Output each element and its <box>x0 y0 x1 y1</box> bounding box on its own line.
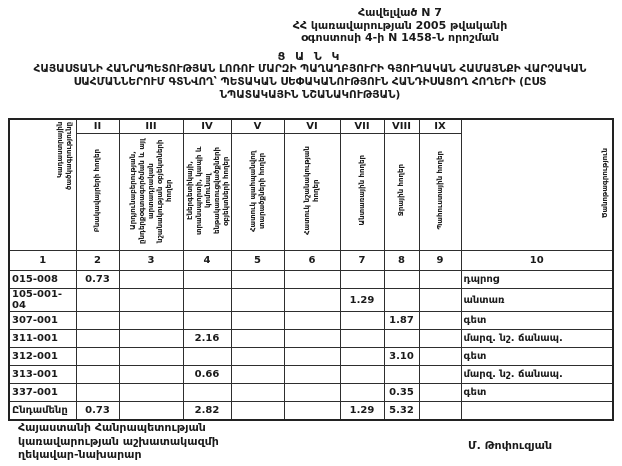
value-cell <box>384 289 419 312</box>
table-row <box>9 289 613 312</box>
column-label: Հատուկ նշանակության հողեր <box>303 146 320 235</box>
appendix-line: Հավելված N 7 <box>358 6 442 19</box>
value-cell <box>183 289 231 312</box>
total-label-cell: Ընդամենը <box>9 402 76 421</box>
value-cell: 1.29 <box>340 289 384 312</box>
numeral-cell: II <box>76 119 119 134</box>
column-label: Արդյունաբերության, ընդերքօգտագործման և այլ արտադրական նշանակության օբյեկտների հողեր <box>128 137 173 244</box>
total-row <box>9 402 613 421</box>
column-label: Հատուկ պահպանվող տարածքների հողեր <box>248 149 266 232</box>
value-cell: 0.73 <box>76 402 119 421</box>
code-cell: 311-001 <box>9 330 76 348</box>
code-cell: 015-008 <box>9 271 76 289</box>
signatory-title-line: ղեկավար-նախարար <box>18 448 142 461</box>
value-cell <box>419 366 461 384</box>
rotated-header-cell <box>76 134 119 251</box>
value-cell <box>231 366 284 384</box>
value-cell <box>284 402 340 421</box>
document-title-line: ՀԱՅԱՍՏԱՆԻ ՀԱՆՐԱՊԵՏՈՒԹՅԱՆ ԼՈՌՈՒ ՄԱՐԶԻ ՊԱՂԱՂԲՅՈՒՐԻ ԳՅՈՒՂԱԿԱՆ ՀԱՄԱՅՆՔԻ ՎԱՐՉԱԿԱՆ <box>33 63 587 75</box>
appendix-reference-block <box>185 7 615 45</box>
document-title-line: ՆՊԱՏԱԿԱՅԻՆ ՆՇԱՆԱԿՈՒԹՅԱՆ) <box>219 89 401 101</box>
value-cell <box>419 271 461 289</box>
value-cell <box>284 330 340 348</box>
code-cell: 313-001 <box>9 366 76 384</box>
value-cell <box>419 330 461 348</box>
value-cell <box>231 348 284 366</box>
rotated-header-cell <box>419 134 461 251</box>
roman-numeral-row <box>9 119 613 134</box>
value-cell <box>419 289 461 312</box>
table-row <box>9 366 613 384</box>
column-label: Ջրային հողեր <box>397 164 405 217</box>
rotated-header-cell <box>284 134 340 251</box>
value-cell <box>284 366 340 384</box>
note-column-label: Ծանոթագրություն <box>601 148 609 219</box>
value-cell <box>340 384 384 402</box>
code-cell: 307-001 <box>9 312 76 330</box>
numbering-cell: 5 <box>231 251 284 271</box>
value-cell: 0.35 <box>384 384 419 402</box>
value-cell <box>419 312 461 330</box>
code-cell: 105-001-04 <box>9 289 76 312</box>
column-label: Էներգետիկայի, տրանսպորտի, կապի և կոմունալ ենթակառուցվածքների օբյեկտների հողեր <box>185 146 230 235</box>
value-cell: 0.66 <box>183 366 231 384</box>
value-cell <box>340 348 384 366</box>
value-cell: 0.73 <box>76 271 119 289</box>
value-cell <box>284 289 340 312</box>
value-cell <box>76 384 119 402</box>
document-title-heading: Ց Ա Ն Կ <box>277 50 343 63</box>
table-row <box>9 271 613 289</box>
numeral-cell: VIII <box>384 119 419 134</box>
table-row <box>9 312 613 330</box>
header-cell-note <box>461 119 613 251</box>
numbering-cell: 4 <box>183 251 231 271</box>
value-cell <box>119 384 183 402</box>
value-cell: 5.32 <box>384 402 419 421</box>
value-cell <box>384 330 419 348</box>
value-cell: 1.29 <box>340 402 384 421</box>
note-cell: անտառ <box>461 289 613 312</box>
numeral-cell: III <box>119 119 183 134</box>
header-cell-cadastral-code <box>9 119 76 251</box>
code-cell: 337-001 <box>9 384 76 402</box>
value-cell <box>76 330 119 348</box>
numbering-cell: 8 <box>384 251 419 271</box>
value-cell <box>76 366 119 384</box>
value-cell <box>119 312 183 330</box>
signatory-name: Մ. Թոփուզյան <box>468 439 553 452</box>
value-cell <box>384 271 419 289</box>
document-title-line: ՍԱՀՄԱՆՆԵՐՈՒՄ ԳՏՆՎՈՂ՝ ՊԵՏԱԿԱՆ ՍԵՓԱԿԱՆՈՒԹՅՈՒՆ ՀԱՆԴԻՍԱՑՈՂ ՀՈՂԵՐԻ (ԸՍՏ <box>73 76 547 88</box>
document-title-block <box>4 51 616 102</box>
signatory-title-line: Հայաստանի Հանրապետության <box>18 421 206 434</box>
value-cell <box>340 330 384 348</box>
value-cell <box>183 348 231 366</box>
value-cell <box>419 402 461 421</box>
value-cell <box>183 384 231 402</box>
value-cell <box>340 312 384 330</box>
note-cell: գետ <box>461 348 613 366</box>
value-cell: 2.82 <box>183 402 231 421</box>
rotated-header-cell <box>384 134 419 251</box>
value-cell <box>231 402 284 421</box>
value-cell <box>419 384 461 402</box>
column-label: Անտառային հողեր <box>357 155 366 226</box>
value-cell <box>231 384 284 402</box>
table-row <box>9 384 613 402</box>
value-cell <box>119 348 183 366</box>
value-cell <box>76 348 119 366</box>
numbering-cell: 7 <box>340 251 384 271</box>
value-cell <box>340 366 384 384</box>
rotated-header-cell <box>340 134 384 251</box>
value-cell: 1.87 <box>384 312 419 330</box>
value-cell <box>340 271 384 289</box>
value-cell <box>384 366 419 384</box>
value-cell <box>119 271 183 289</box>
rotated-header-cell <box>231 134 284 251</box>
value-cell <box>419 348 461 366</box>
table-row <box>9 348 613 366</box>
value-cell <box>284 271 340 289</box>
table-row <box>9 330 613 348</box>
column-label: Բնակավայրերի հողեր <box>93 148 101 233</box>
value-cell <box>76 312 119 330</box>
numeral-cell: IV <box>183 119 231 134</box>
value-cell <box>284 348 340 366</box>
numbering-cell: 3 <box>119 251 183 271</box>
appendix-line: ՀՀ կառավարության 2005 թվականի <box>292 18 508 32</box>
value-cell <box>231 289 284 312</box>
value-cell <box>231 312 284 330</box>
code-cell: 312-001 <box>9 348 76 366</box>
signatory-title-block <box>18 421 219 462</box>
note-cell: գետ <box>461 312 613 330</box>
value-cell <box>119 402 183 421</box>
value-cell <box>231 330 284 348</box>
signatory-title-line: կառավարության աշխատակազմի <box>18 434 219 448</box>
numbering-cell: 9 <box>419 251 461 271</box>
value-cell <box>231 271 284 289</box>
note-cell <box>461 402 613 421</box>
column-numbering-row <box>9 251 613 271</box>
value-cell: 3.10 <box>384 348 419 366</box>
value-cell <box>119 366 183 384</box>
numeral-cell: IX <box>419 119 461 134</box>
value-cell <box>183 271 231 289</box>
numeral-cell: VI <box>284 119 340 134</box>
numbering-cell: 2 <box>76 251 119 271</box>
numbering-cell: 1 <box>9 251 76 271</box>
note-cell: մարզ. նշ. ճանապ. <box>461 330 613 348</box>
land-categories-table <box>8 118 614 421</box>
value-cell <box>119 289 183 312</box>
numeral-cell: VII <box>340 119 384 134</box>
column-label: Պահուստային հողեր <box>435 151 444 230</box>
appendix-line: օգոստոսի 4-ի N 1458-Ն որոշման <box>300 31 500 44</box>
numbering-cell: 10 <box>461 251 613 271</box>
value-cell <box>183 312 231 330</box>
note-cell: գետ <box>461 384 613 402</box>
note-cell: դպրոց <box>461 271 613 289</box>
numeral-cell: V <box>231 119 284 134</box>
rotated-header-cell <box>183 134 231 251</box>
rotated-header-cell <box>119 134 183 251</box>
cadastral-code-label: Կադաստրային ծածկագրությունը <box>55 121 73 190</box>
value-cell <box>119 330 183 348</box>
value-cell <box>284 384 340 402</box>
value-cell <box>284 312 340 330</box>
numbering-cell: 6 <box>284 251 340 271</box>
value-cell: 2.16 <box>183 330 231 348</box>
value-cell <box>76 289 119 312</box>
note-cell: մարզ. նշ. ճանապ. <box>461 366 613 384</box>
